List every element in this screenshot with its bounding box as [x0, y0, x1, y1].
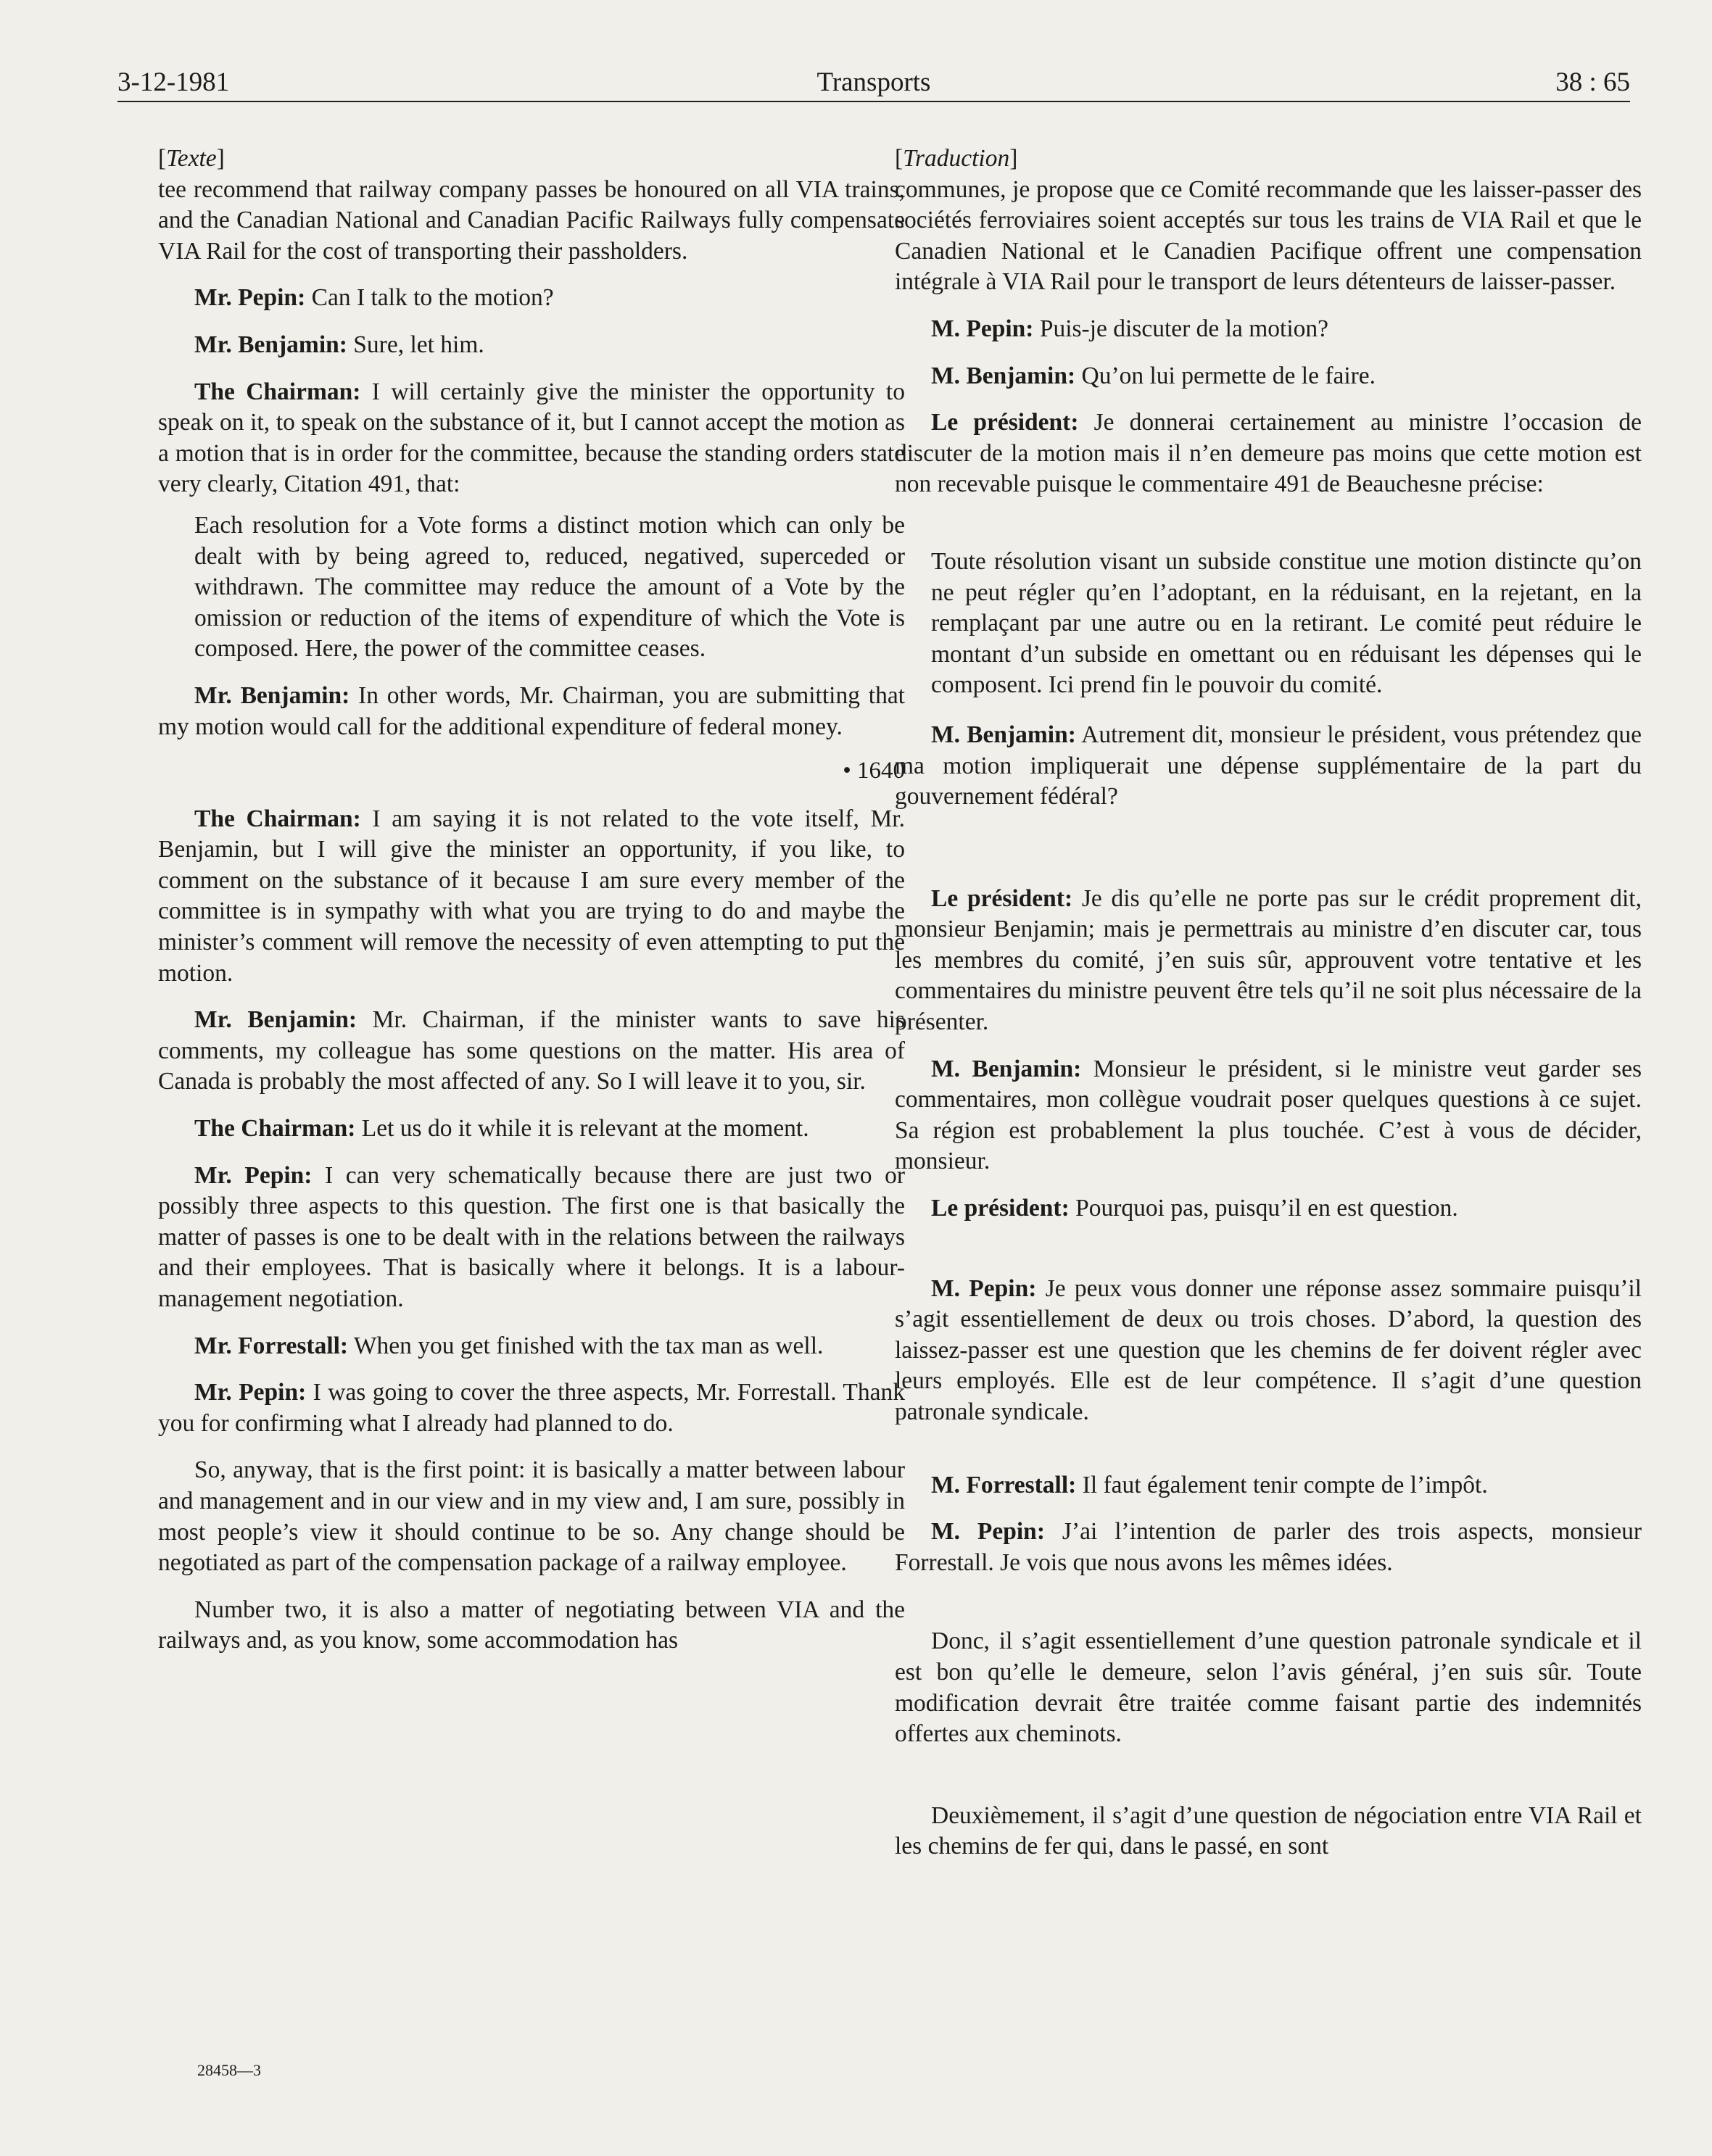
speech: Mr. Pepin: I can very schematically because there are just two or possibly three aspects to this question. The first one is that basically the matter of passes is one to be dealt with in the relations between the railways and their employees. That is basically where it belongs. It is a labour-management negotiation.	[158, 1161, 905, 1312]
speaker-name: The Chairman:	[194, 1115, 356, 1143]
speaker-name: Mr. Benjamin:	[194, 331, 347, 358]
speech: M. Pepin: Je peux vous donner une réponse assez sommaire puisqu’il s’agit essentiellement de deux ou trois choses. D’abord, la question des laissez-passer est une question que les chemins de fer doivent régler avec leurs employés. Elle est de leur compétence. Il s’agit d’une question patronale syndicale.	[895, 1274, 1642, 1425]
language-tag: [Texte]	[158, 145, 225, 172]
speaker-name: Mr. Benjamin:	[194, 681, 350, 709]
speech: Le président: Pourquoi pas, puisqu’il en est question.	[931, 1195, 1458, 1222]
speech: Mr. Benjamin: In other words, Mr. Chairman, you are submitting that my motion would call for the additional expenditure of federal money.	[158, 681, 905, 740]
speaker-name: The Chairman:	[194, 378, 361, 405]
header-page-number: 38 : 65	[1555, 67, 1630, 97]
speaker-name: Le président:	[931, 1195, 1070, 1222]
header-rule	[117, 101, 1630, 102]
printer-code: 28458—3	[197, 2061, 261, 2079]
speaker-name: M. Benjamin:	[931, 721, 1076, 748]
paragraph: Donc, il s’agit essentiellement d’une question patronale syndicale et il est bon qu’elle le demeure, selon l’avis général, j’en suis sûr. Toute modification devrait être traitée comme faisant partie des indemnités offertes aux cheminots.	[895, 1628, 1642, 1748]
speaker-name: M. Pepin:	[931, 1518, 1045, 1546]
paragraph: tee recommend that railway company passes be honoured on all VIA trains, and the Canadian National and Canadian Pacific Railways fully compensate VIA Rail for the cost of transporting their passholders.	[158, 175, 905, 265]
speaker-name: M. Benjamin:	[931, 362, 1076, 389]
speech: Mr. Benjamin: Sure, let him.	[194, 331, 484, 358]
speaker-name: Mr. Benjamin:	[194, 1006, 357, 1034]
speech: Mr. Pepin: Can I talk to the motion?	[194, 284, 554, 312]
header-title: Transports	[816, 67, 931, 97]
speaker-name: Le président:	[931, 884, 1073, 912]
speech: M. Benjamin: Autrement dit, monsieur le président, vous prétendez que ma motion impliquerait une dépense supplémentaire de la part du gouvernement fédéral?	[895, 721, 1642, 810]
paragraph: Deuxièmement, il s’agit d’une question de négociation entre VIA Rail et les chemins de fer qui, dans le passé, en sont	[895, 1801, 1642, 1860]
speaker-name: Mr. Pepin:	[194, 1379, 307, 1406]
speech: Mr. Forrestall: When you get finished with the tax man as well.	[194, 1332, 824, 1359]
speech: The Chairman: Let us do it while it is relevant at the moment.	[194, 1115, 809, 1143]
citation-quote: Each resolution for a Vote forms a distinct motion which can only be dealt with by being agreed to, reduced, negatived, superceded or withdrawn. The committee may reduce the amount of a Vote by the omission or reduction of the items of expenditure of which the Vote is composed. Here, the power of the committee ceases.	[194, 511, 905, 663]
speaker-name: Mr. Forrestall:	[194, 1332, 349, 1359]
speaker-name: Le président:	[931, 409, 1079, 436]
speech: The Chairman: I am saying it is not related to the vote itself, Mr. Benjamin, but I will give the minister an opportunity, if you like, to comment on the substance of it because I am sure every member of the committee is in sympathy with what you are trying to do and maybe the minister’s comment will remove the necessity of even attempting to put the motion.	[158, 805, 905, 987]
french-column	[895, 144, 1642, 1862]
speech: The Chairman: I will certainly give the minister the opportunity to speak on it, to speak on the substance of it, but I cannot accept the motion as a motion that is in order for the committee, because the standing orders state very clearly, Citation 491, that:	[158, 378, 905, 498]
speech: M. Benjamin: Monsieur le président, si le ministre veut garder ses commentaires, mon collègue voudrait poser quelques questions à ce sujet. Sa région est probablement la plus touchée. C’est à vous de décider, monsieur.	[895, 1055, 1642, 1175]
paragraph: communes, je propose que ce Comité recommande que les laisser-passer des sociétés ferroviaires soient acceptés sur tous les trains de VIA Rail et que le Canadien National et le Canadien Pacifique offrent une compensation intégrale à VIA Rail pour le transport de leurs détenteurs de laisser-passer.	[895, 175, 1642, 296]
speaker-name: M. Forrestall:	[931, 1471, 1077, 1498]
speaker-name: M. Pepin:	[931, 1274, 1037, 1302]
speech: Mr. Benjamin: Mr. Chairman, if the minister wants to save his comments, my colleague has some questions on the matter. His area of Canada is probably the most affected of any. So I will leave it to you, sir.	[158, 1006, 905, 1095]
speech: M. Forrestall: Il faut également tenir compte de l’impôt.	[931, 1471, 1488, 1498]
speech: Le président: Je donnerai certainement au ministre l’occasion de discuter de la motion mais il n’en demeure pas moins que cette motion est non recevable puisque le commentaire 491 de Beauchesne précise:	[895, 409, 1642, 498]
speech: M. Pepin: Puis-je discuter de la motion?	[931, 315, 1329, 342]
speaker-name: Mr. Pepin:	[194, 284, 306, 312]
speaker-name: The Chairman:	[194, 805, 361, 832]
running-header	[117, 64, 1630, 101]
speech: M. Benjamin: Qu’on lui permette de le faire.	[931, 362, 1376, 389]
language-tag: [Traduction]	[895, 145, 1018, 172]
speaker-name: M. Benjamin:	[931, 1055, 1082, 1082]
speech: Mr. Pepin: I was going to cover the three aspects, Mr. Forrestall. Thank you for confirming what I already had planned to do.	[158, 1379, 905, 1437]
speaker-name: M. Pepin:	[931, 315, 1034, 342]
speaker-name: Mr. Pepin:	[194, 1161, 313, 1189]
paragraph: Number two, it is also a matter of negotiating between VIA and the railways and, as you know, some accommodation has	[158, 1596, 905, 1654]
citation-quote: Toute résolution visant un subside constitue une motion distincte qu’on ne peut régler qu’en l’adoptant, en la réduisant, en la rejetant, en la remplaçant par une autre ou en la retirant. Le comité peut réduire le montant d’un subside en omettant ou en réduisant les dépenses qui le composent. Ici prend fin le pouvoir du comité.	[931, 547, 1642, 699]
header-date: 3-12-1981	[117, 67, 230, 97]
timestamp: • 1640	[843, 758, 905, 784]
speech: Le président: Je dis qu’elle ne porte pas sur le crédit proprement dit, monsieur Benjamin; mais je permettrais au ministre d’en discuter car, tous les membres du comité, j’en suis sûr, approuvent votre tentative et les commentaires du ministre peuvent être tels qu’il ne soit plus nécessaire de la présenter.	[895, 884, 1642, 1036]
paragraph: So, anyway, that is the first point: it is basically a matter between labour and management and in our view and in my view and, I am sure, possibly in most people’s view it should continue to be so. Any change should be negotiated as part of the compensation package of a railway employee.	[158, 1456, 905, 1577]
english-column	[158, 144, 905, 1657]
speech: M. Pepin: J’ai l’intention de parler des trois aspects, monsieur Forrestall. Je vois que nous avons les mêmes idées.	[895, 1518, 1642, 1576]
